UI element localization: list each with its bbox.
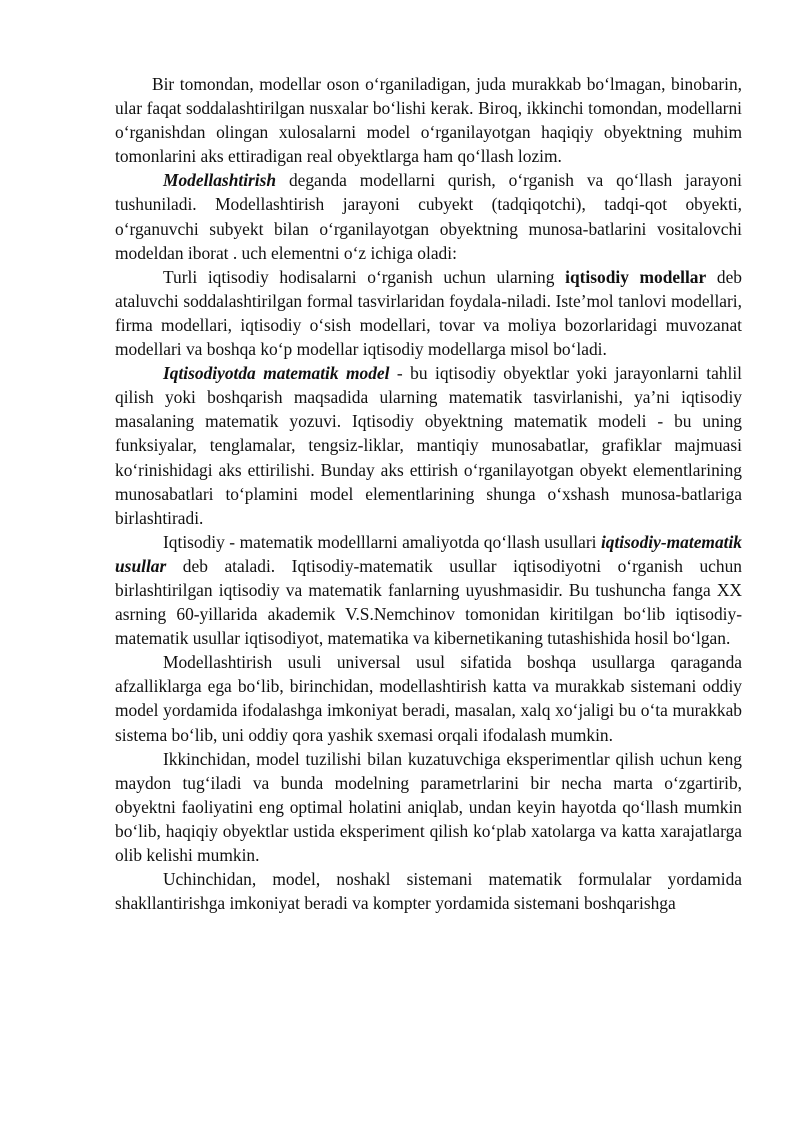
paragraph-text-before: Turli iqtisodiy hodisalarni o‘rganish uchun ularning — [163, 266, 566, 287]
paragraph-text: Modellashtirish usuli universal usul sifatida boshqa usullarga qaraganda afzalliklarga ega bo‘lib, birinchidan, modellashtirish katta va murakkab sistemani oddiy model yordamida ifodalashga imkoniyat beradi, masalan, xalq xo‘jaligi bu o‘ta murakkab sistema bo‘lib, uni oddiy qora yashik sxemasi orqali ifodalash mumkin. — [115, 652, 742, 745]
paragraph-advantage-second — [115, 747, 742, 867]
paragraph-econ-math-methods — [115, 530, 742, 650]
term-modellashtirish: Modellashtirish — [163, 170, 277, 191]
paragraph-text: deganda modellarni qurish, o‘rganish va qo‘llash jarayoni tushuniladi. Modellashtirish jarayoni cubyekt (tadqiqotchi), tadqi-qot obyekti, o‘rganuvchi subyekt bilan o‘rganilayotgan obyektning munosa-batlarini vositalovchi modeldan iborat . uch elementni o‘z ichiga oladi: — [115, 170, 742, 263]
paragraph-advantage-third — [115, 867, 742, 915]
paragraph-text: - bu iqtisodiy obyektlar yoki jarayonlarni tahlil qilish yoki boshqarish maqsadida ularning matematik tasvirlanishi, ya’ni iqtisodiy masalaning matematik yozuvi. Iqtisodiy obyektning matematik modeli - bu uning funksiyalar, tenglamalar, tengsiz-liklar, mantiqiy munosabatlar, grafiklar majmuasi ko‘rinishidagi aks ettirilishi. Bunday aks ettirish o‘rganilayotgan obyekt elementlarining munosabatlari to‘plamini model elementlarining shunga o‘xshash munosa-batlariga birlashtiradi. — [115, 363, 742, 528]
paragraph-text: Uchinchidan, model, noshakl sistemani matematik formulalar yordamida shakllantirishga imkoniyat beradi va kompter yordamida sistemani boshqarishga — [115, 869, 742, 914]
paragraph-text-after: deb ataluvchi soddalashtirilgan formal tasvirlaridan foydala-niladi. Iste’mol tanlovi modellari, firma modellari, iqtisodiy o‘sish modellari, tovar va moliya bozorlaridagi muvozanat modellari va boshqa ko‘p modellar iqtisodiy modellarga misol bo‘ladi. — [115, 266, 742, 360]
paragraph-advantage-first — [115, 650, 742, 746]
paragraph-text: Ikkinchidan, model tuzilishi bilan kuzatuvchiga eksperimentlar qilish uchun keng maydon tug‘iladi va bunda modelning parametrlarini bir necha marta o‘zgartirib, obyektni faoliyatini eng optimal holatini aniqlab, undan keyin hayotda qo‘llash mumkin bo‘lib, haqiqiy obyektlar ustida eksperiment qilish ko‘plab xatolarga va katta xarajatlarga olib kelishi mumkin. — [115, 748, 742, 865]
term-iqtisodiy-matematik-usullar: iqtisodiy-matematik usullar — [115, 531, 742, 576]
term-iqtisodiy-modellar: iqtisodiy modellar — [565, 266, 707, 287]
term-iqtisodiyotda-matematik-model: Iqtisodiyotda matematik model — [163, 363, 390, 384]
paragraph-math-model-definition — [115, 361, 742, 530]
paragraph-text-after: deb ataladi. Iqtisodiy-matematik usullar iqtisodiyotni o‘rganish uchun birlashtirilgan iqtisodiy va matematik fanlarning uyushmasidir. Bu tushuncha fanga XX asrning 60-yillarida akademik V.S.Nemchinov tomonidan kiritilgan bo‘lib iqtisodiy-matematik usullar iqtisodiyot, matematika va kibernetikaning tutashishida hosil bo‘lgan. — [115, 555, 742, 649]
paragraph-text-before: Iqtisodiy - matematik modelllarni amaliyotda qo‘llash usullari — [163, 531, 601, 552]
paragraph-modeling-definition — [115, 168, 742, 264]
paragraph-economic-models — [115, 265, 742, 361]
paragraph-text: Bir tomondan, modellar oson o‘rganiladigan, juda murakkab bo‘lmagan, binobarin, ular faqat soddalashtirilgan nusxalar bo‘lishi kerak. Biroq, ikkinchi tomondan, modellarni o‘rganishdan olingan xulosalarni model o‘rganilayotgan haqiqiy obyektning muhim tomonlarini aks ettiradigan real obyektlarga ham qo‘llash lozim. — [115, 74, 742, 167]
paragraph-models-simplified — [115, 72, 742, 168]
